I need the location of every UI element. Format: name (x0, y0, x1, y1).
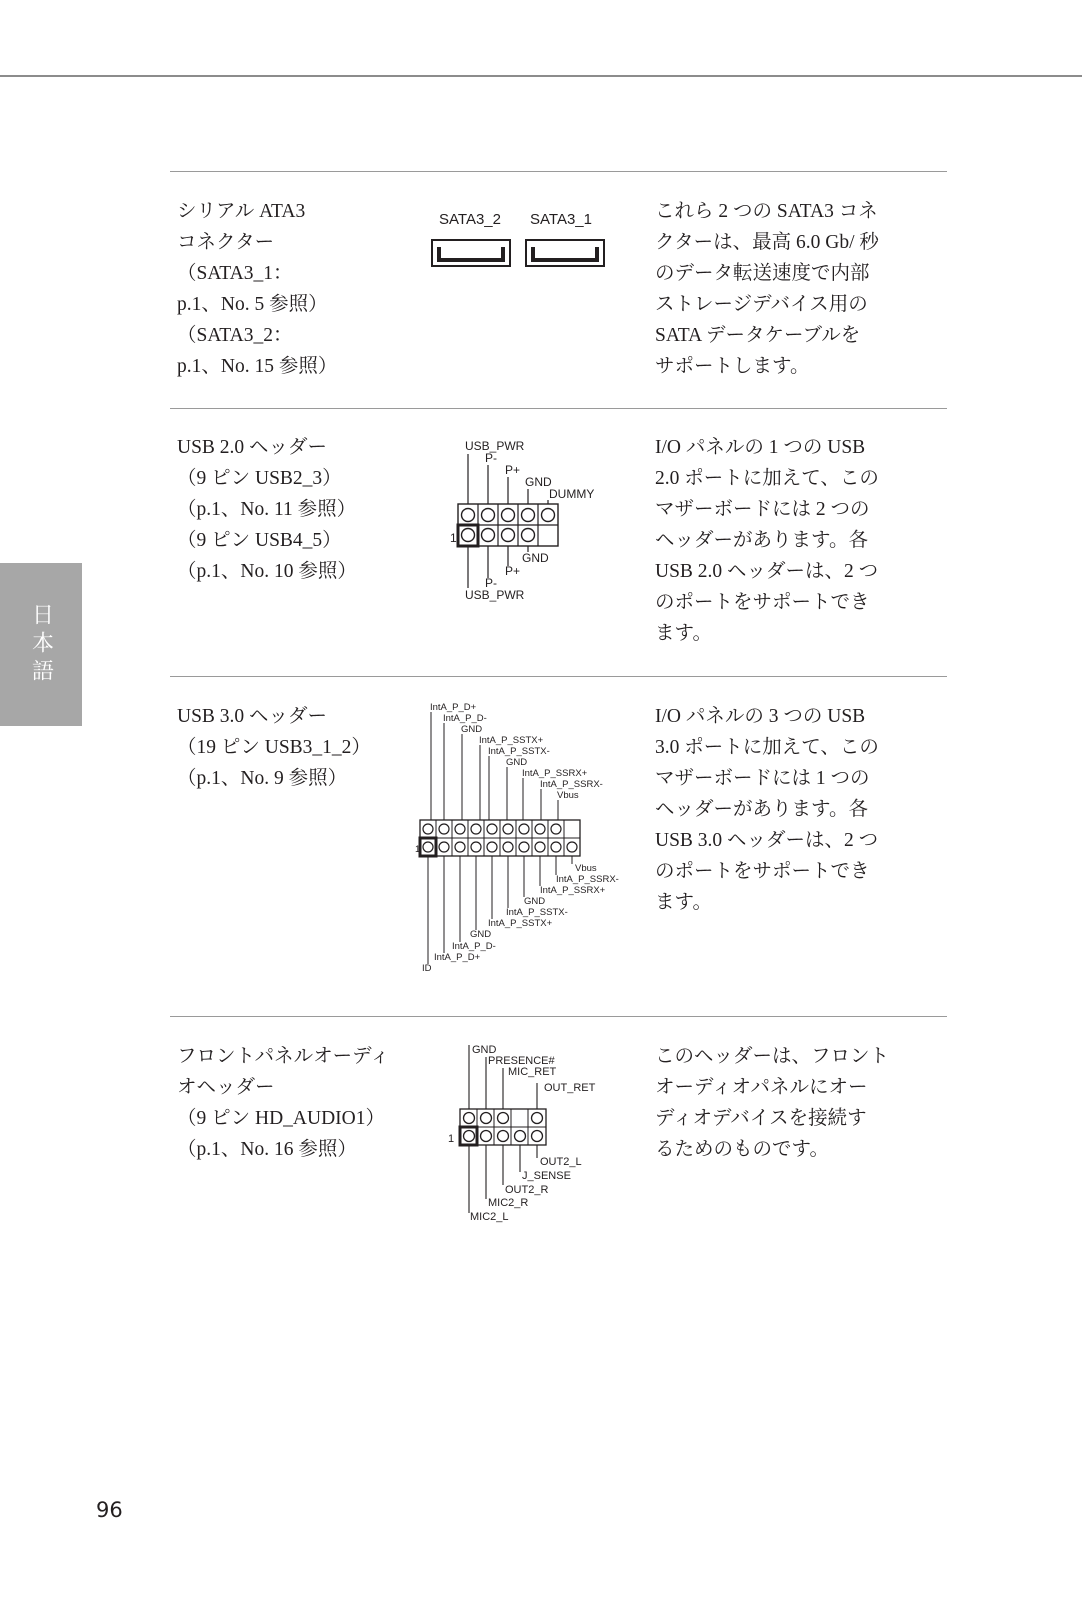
usb3-top-gnd-2: GND (506, 757, 528, 768)
audio-bottom-mic2-l: MIC2_L (470, 1211, 509, 1223)
usb3-description-right: I/O パネルの 3 つの USB 3.0 ポートに加えて、この マザーボードには 1 つの ヘッダーがあります。各 USB 3.0 ヘッダーは、2 つ のポートをサポートでき ます。 (655, 706, 879, 913)
usb3-pin1-label: 1 (415, 844, 421, 855)
audio-description-right: このヘッダーは、フロント オーディオパネルにオー ディオデバイスを接続す るためのものです。 (655, 1046, 890, 1160)
usb3-bottom-gnd-2: GND (470, 929, 492, 940)
page-number: 96 (96, 1498, 123, 1522)
usb2-top-dummy: DUMMY (549, 487, 595, 501)
audio-description-left: フロントパネルオーディ オヘッダー （9 ピン HD_AUDIO1） （p.1、No. 16 参照） (177, 1046, 390, 1160)
usb3-top-ssrx-minus: IntA_P_SSRX- (540, 779, 603, 790)
usb2-top-p-plus: P+ (505, 463, 521, 477)
usb3-top-sstx-plus: IntA_P_SSTX+ (479, 735, 544, 746)
audio-bottom-j-sense: J_SENSE (522, 1170, 571, 1182)
usb2-header-diagram (450, 438, 610, 604)
usb2-top-usb-pwr: USB_PWR (465, 439, 525, 453)
audio-bottom-out2-l: OUT2_L (540, 1156, 582, 1168)
usb3-description-left: USB 3.0 ヘッダー （19 ピン USB3_1_2） （p.1、No. 9 参照） (177, 706, 371, 789)
usb3-header-diagram (415, 700, 625, 975)
top-rule (0, 75, 1082, 77)
usb2-bottom-p-plus: P+ (505, 564, 521, 578)
usb3-bottom-gnd-1: GND (524, 896, 546, 907)
usb2-bottom-p-minus: P- (485, 576, 497, 590)
audio-top-gnd: GND (472, 1044, 497, 1056)
audio-top-out-ret: OUT_RET (544, 1082, 596, 1094)
usb3-top-sstx-minus: IntA_P_SSTX- (488, 746, 550, 757)
table-rule-3 (170, 1016, 947, 1017)
table-rule-1 (170, 408, 947, 409)
usb3-top-gnd-1: GND (461, 724, 483, 735)
audio-top-mic-ret: MIC_RET (508, 1066, 557, 1078)
sata-description-left: シリアル ATA3 コネクター （SATA3_1： p.1、No. 5 参照） （SATA3_2： p.1、No. 15 参照） (177, 201, 338, 377)
usb3-bottom-sstx-plus: IntA_P_SSTX+ (488, 918, 553, 929)
sata3-1-label: SATA3_1 (530, 211, 592, 228)
sata-description-right: これら 2 つの SATA3 コネ クターは、最高 6.0 Gb/ 秒 のデータ転送速度で内部 ストレージデバイス用の SATA データケーブルを サポートします。 (655, 201, 879, 377)
audio-bottom-out2-r: OUT2_R (505, 1184, 549, 1196)
usb3-top-ssrx-plus: IntA_P_SSRX+ (522, 768, 588, 779)
side-tab-label: 日本語 (28, 602, 54, 687)
usb3-bottom-d-plus: IntA_P_D+ (434, 952, 481, 963)
usb3-pin-grid (420, 820, 580, 856)
sata-connector-diagram (430, 208, 610, 270)
usb3-bottom-vbus: Vbus (575, 863, 597, 874)
usb3-bottom-ssrx-plus: IntA_P_SSRX+ (540, 885, 606, 896)
usb2-top-p-minus: P- (485, 451, 497, 465)
usb2-pin-grid (458, 504, 558, 546)
usb3-bottom-sstx-minus: IntA_P_SSTX- (506, 907, 568, 918)
usb2-description-right: I/O パネルの 1 つの USB 2.0 ポートに加えて、この マザーボードには 2 つの ヘッダーがあります。各 USB 2.0 ヘッダーは、2 つ のポートをサポートでき ます。 (655, 437, 879, 644)
sata3-2-label: SATA3_2 (439, 211, 501, 228)
usb3-top-vbus: Vbus (557, 790, 579, 801)
usb2-bottom-usb-pwr: USB_PWR (465, 588, 525, 602)
usb2-pin1-label: 1 (450, 531, 457, 545)
usb3-bottom-ssrx-minus: IntA_P_SSRX- (556, 874, 619, 885)
table-rule-top (170, 171, 947, 172)
hd-audio-header-diagram (448, 1043, 608, 1223)
audio-pin-grid (460, 1109, 546, 1145)
usb2-top-gnd: GND (525, 475, 552, 489)
language-side-tab (0, 563, 82, 726)
usb3-bottom-d-minus: IntA_P_D- (452, 941, 496, 952)
usb3-top-d-minus: IntA_P_D- (443, 713, 487, 724)
usb2-description-left: USB 2.0 ヘッダー （9 ピン USB2_3） （p.1、No. 11 参照） （9 ピン USB4_5） （p.1、No. 10 参照） (177, 437, 357, 582)
audio-bottom-mic2-r: MIC2_R (488, 1197, 529, 1209)
usb3-top-d-plus: IntA_P_D+ (430, 702, 477, 713)
table-rule-2 (170, 676, 947, 677)
sata3-2-port (432, 240, 510, 266)
sata3-1-port (526, 240, 604, 266)
audio-pin1-label: 1 (448, 1133, 455, 1145)
usb3-bottom-id: ID (422, 963, 432, 974)
audio-top-presence: PRESENCE# (488, 1055, 555, 1067)
usb2-bottom-gnd: GND (522, 551, 549, 565)
